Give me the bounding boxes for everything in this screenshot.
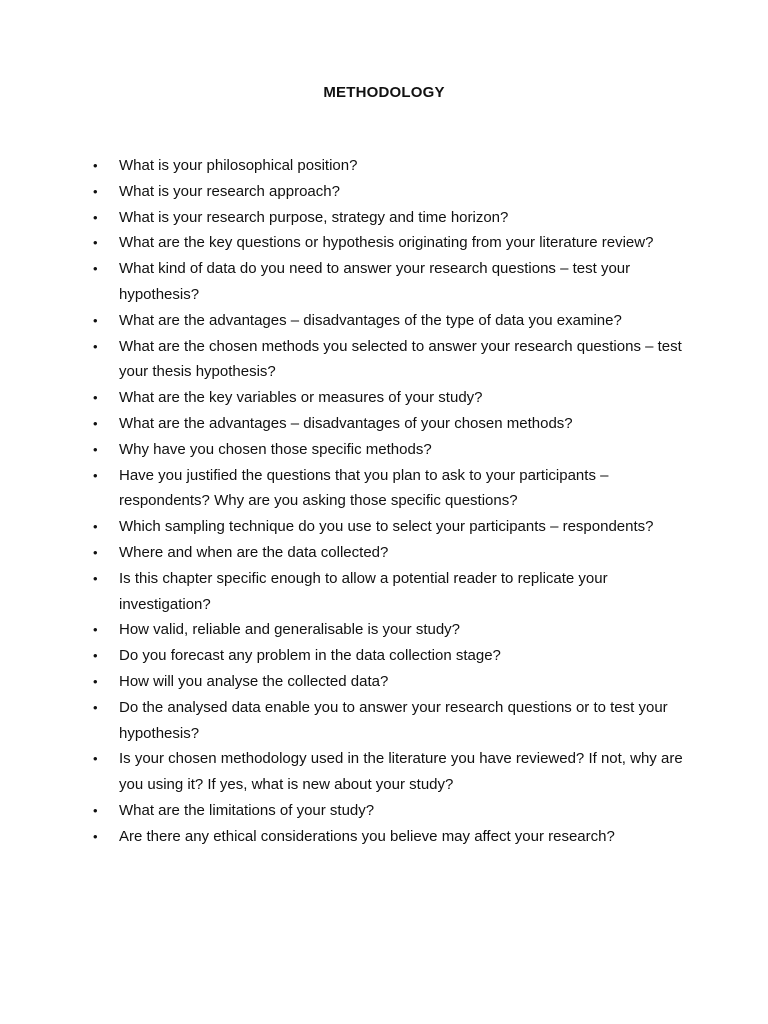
- question-text: What are the key variables or measures of your study?: [119, 389, 483, 407]
- question-item: [93, 153, 703, 179]
- question-text: What are the advantages – disadvantages of your chosen methods?: [119, 414, 573, 432]
- question-item: [93, 617, 703, 643]
- bullet-icon: •: [93, 235, 98, 251]
- bullet-icon: •: [93, 673, 98, 689]
- bullet-icon: •: [93, 183, 98, 199]
- question-item: [93, 824, 703, 850]
- question-item: [93, 308, 703, 334]
- question-item: [93, 437, 703, 463]
- question-text: Is this chapter specific enough to allow a potential reader to replicate your investigation?: [119, 569, 608, 613]
- question-text: What are the advantages – disadvantages of the type of data you examine?: [119, 311, 622, 329]
- question-text: What is your research purpose, strategy and time horizon?: [119, 208, 509, 226]
- question-text: What is your philosophical position?: [119, 157, 358, 174]
- bullet-icon: •: [93, 751, 98, 767]
- question-item: [93, 179, 703, 205]
- question-text: What are the chosen methods you selected to answer your research questions – test your thesis hypothesis?: [119, 337, 682, 381]
- question-text: Where and when are the data collected?: [119, 543, 389, 561]
- question-text: What is your research approach?: [119, 182, 340, 200]
- question-item: [93, 798, 703, 824]
- page-title: METHODOLOGY: [323, 84, 445, 101]
- question-item: [93, 566, 703, 618]
- question-item: [93, 230, 703, 256]
- question-text: How valid, reliable and generalisable is your study?: [119, 621, 461, 639]
- bullet-icon: •: [93, 467, 98, 483]
- bullet-icon: •: [93, 441, 98, 457]
- question-item: [93, 256, 703, 308]
- question-item: [93, 411, 703, 437]
- question-text: Do the analysed data enable you to answer your research questions or to test your hypothesis?: [119, 698, 668, 742]
- bullet-icon: •: [93, 158, 98, 173]
- bullet-icon: •: [93, 648, 98, 664]
- question-list: [93, 153, 703, 850]
- question-text: Have you justified the questions that you plan to ask to your participants – respondents? Why are you asking those specific questions?: [119, 466, 609, 510]
- bullet-icon: •: [93, 828, 98, 844]
- bullet-icon: •: [93, 699, 98, 715]
- question-text: Which sampling technique do you use to select your participants – respondents?: [119, 518, 654, 536]
- question-text: Is your chosen methodology used in the literature you have reviewed? If not, why are you using it? If yes, what is new about your study?: [119, 750, 683, 794]
- bullet-icon: •: [93, 570, 98, 586]
- question-item: [93, 643, 703, 669]
- question-text: Are there any ethical considerations you believe may affect your research?: [119, 827, 615, 845]
- bullet-icon: •: [93, 261, 98, 277]
- question-text: Why have you chosen those specific methods?: [119, 440, 432, 458]
- question-text: What are the limitations of your study?: [119, 801, 375, 819]
- question-item: [93, 463, 703, 515]
- question-item: [93, 514, 703, 540]
- question-item: [93, 385, 703, 411]
- question-item: [93, 669, 703, 695]
- question-item: [93, 540, 703, 566]
- question-text: Do you forecast any problem in the data collection stage?: [119, 647, 501, 665]
- question-item: [93, 205, 703, 231]
- question-item: [93, 746, 703, 798]
- bullet-icon: •: [93, 390, 98, 406]
- question-text: What are the key questions or hypothesis originating from your literature review?: [119, 234, 654, 252]
- bullet-icon: •: [93, 312, 98, 328]
- bullet-icon: •: [93, 209, 98, 225]
- question-item: [93, 695, 703, 747]
- bullet-icon: •: [93, 338, 98, 354]
- bullet-icon: •: [93, 519, 98, 535]
- bullet-icon: •: [93, 415, 98, 431]
- question-text: What kind of data do you need to answer your research questions – test your hypothesis?: [119, 260, 631, 303]
- bullet-icon: •: [93, 544, 98, 560]
- question-item: [93, 334, 703, 386]
- question-text: How will you analyse the collected data?: [119, 672, 389, 690]
- bullet-icon: •: [93, 802, 98, 818]
- bullet-icon: •: [93, 622, 98, 638]
